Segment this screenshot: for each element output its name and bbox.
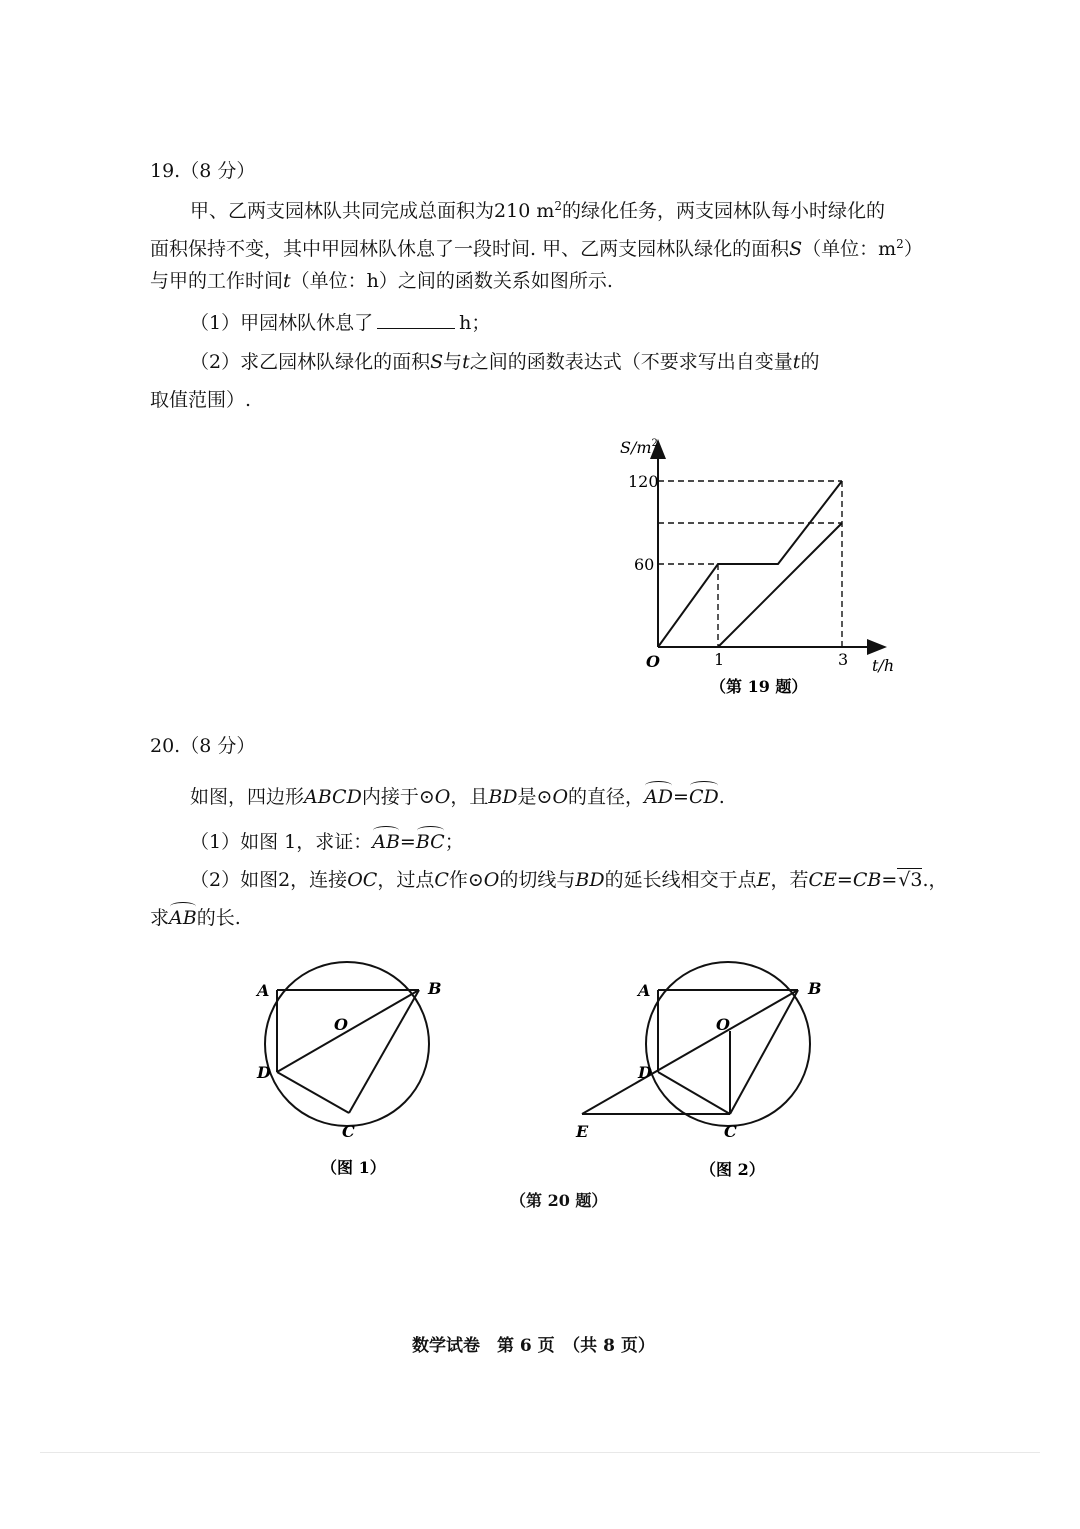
y-tick-60: 60: [634, 555, 655, 574]
q20-figure-1: [245, 945, 465, 1185]
arc-AB: AB: [372, 831, 400, 853]
arc-BC: BC: [415, 831, 445, 853]
svg-text:B: B: [428, 979, 442, 998]
figure-2-lines: [582, 990, 798, 1114]
q19-figure-caption: （第 19 题）: [710, 677, 808, 696]
q20-header: [150, 733, 255, 759]
origin-label: O: [646, 652, 660, 671]
circle-o: [646, 962, 810, 1126]
q20-subquestion-1: （1）如图 1，求证：AB=BC；: [190, 831, 464, 853]
q20-score: （8 分）: [180, 735, 256, 757]
q19-paragraph-line1: 甲、乙两支园林队共同完成总面积为210 $m^2$的绿化任务，两支园林队每小时绿化的: [190, 199, 885, 222]
figure-1-caption: （图 1）: [321, 1158, 386, 1177]
x-tick-1: 1: [714, 650, 725, 669]
svg-text:O: O: [716, 1015, 730, 1034]
q20-number: 20.: [150, 735, 181, 757]
svg-text:A: A: [638, 981, 651, 1000]
team-yi-line: [718, 523, 842, 647]
svg-text:B: B: [808, 979, 822, 998]
q19-paragraph-line3: 与甲的工作时间t（单位：h）之间的函数关系如图所示.: [150, 270, 613, 292]
q20-paragraph: 如图，四边形ABCD内接于⊙O，且BD是⊙O的直径，AD=CD.: [190, 786, 725, 808]
arc-AD: AD: [644, 786, 674, 808]
svg-text:O: O: [334, 1015, 348, 1034]
y-tick-120: 120: [628, 472, 659, 491]
q19-subquestion-2-cont: 取值范围）.: [150, 389, 252, 411]
q20-subquestion-2-cont: 求AB的长.: [150, 907, 241, 929]
q19-subquestion-2: （2）求乙园林队绿化的面积S与t之间的函数表达式（不要求写出自变量t的: [190, 351, 820, 373]
quadrilateral-lines: [277, 990, 419, 1113]
svg-text:C: C: [724, 1122, 737, 1141]
page-bottom-rule: [40, 1452, 1040, 1453]
svg-text:E: E: [576, 1122, 589, 1141]
x-tick-3: 3: [838, 650, 849, 669]
sqrt-3: √3: [898, 869, 923, 891]
circle-o: [265, 962, 429, 1126]
q19-subquestion-1: （1）甲园林队休息了 h；: [190, 312, 491, 334]
team-jia-line: [658, 481, 842, 647]
x-axis-label: t/h: [872, 656, 895, 675]
svg-text:C: C: [342, 1122, 355, 1141]
q19-graph: [600, 425, 920, 715]
page-footer: 数学试卷 第 6 页 （共 8 页）: [412, 1336, 655, 1356]
q19-header: [150, 158, 255, 184]
y-axis-label: $S/m^2$: [620, 438, 658, 457]
arc-AB-2: AB: [169, 907, 197, 929]
q19-score: （8 分）: [180, 160, 256, 182]
q19-number: 19.: [150, 160, 181, 182]
q20-figure-caption: （第 20 题）: [510, 1191, 608, 1210]
figure-2-caption: （图 2）: [700, 1160, 765, 1179]
svg-text:D: D: [638, 1063, 652, 1082]
arc-CD: CD: [688, 786, 719, 808]
svg-text:D: D: [257, 1063, 271, 1082]
svg-text:A: A: [257, 981, 270, 1000]
q20-figure-2: [570, 945, 830, 1185]
q20-subquestion-2: （2）如图2，连接OC，过点C作⊙O的切线与BD的延长线相交于点E，若CE=CB=√3.，: [190, 869, 948, 891]
q19-paragraph-line2: 面积保持不变，其中甲园林队休息了一段时间. 甲、乙两支园林队绿化的面积S（单位：$m^2$）: [150, 237, 923, 260]
answer-blank[interactable]: [377, 310, 455, 329]
